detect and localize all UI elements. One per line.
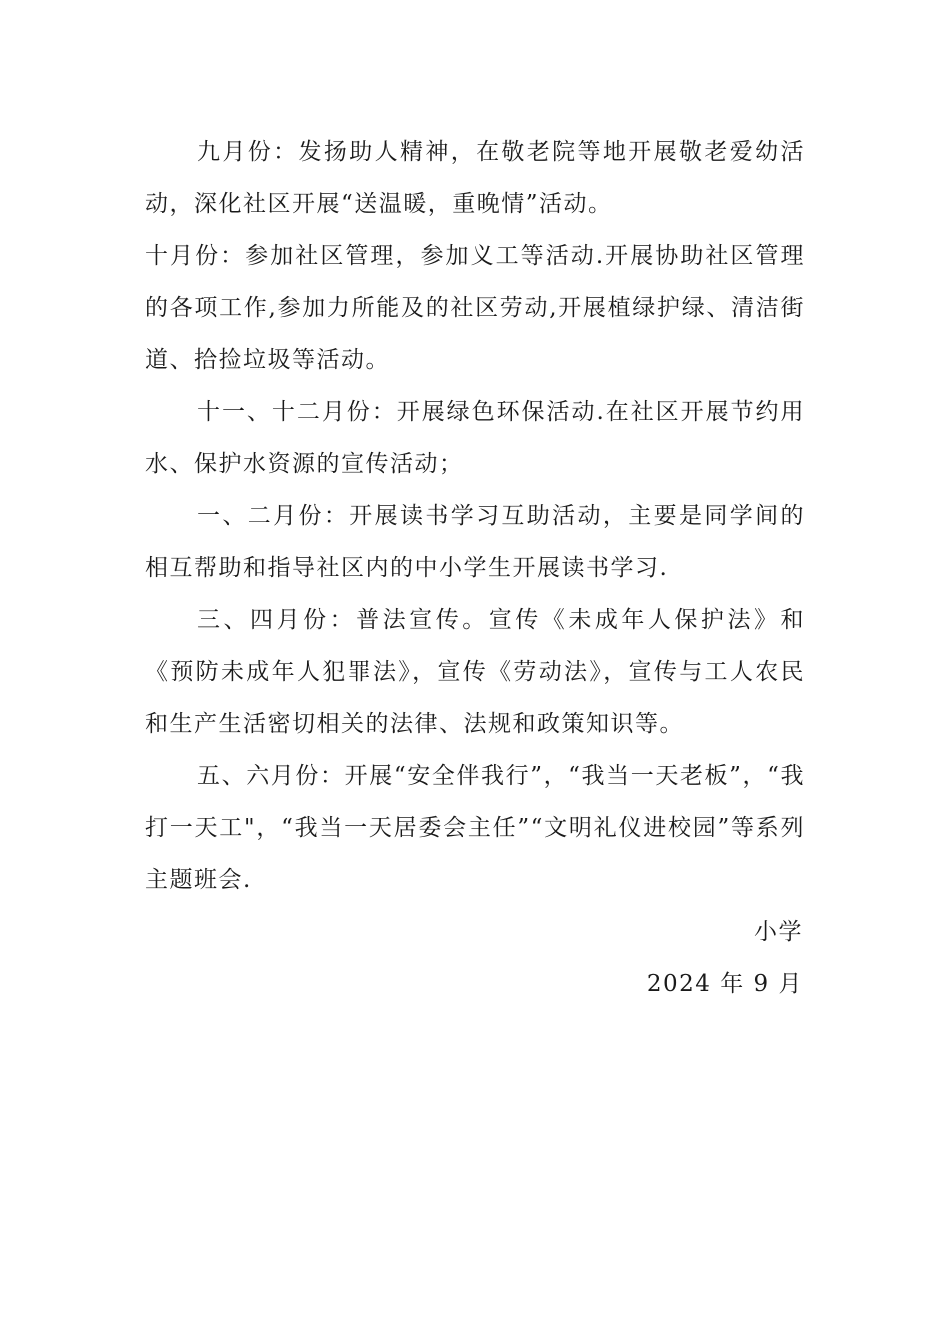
- paragraph-may-june: 五、六月份：开展“安全伴我行”，“我当一天老板”，“我打一天工"，“我当一天居委会主任”“文明礼仪进校园”等系列主题班会.: [145, 763, 805, 893]
- paragraph-november-december: 十一、十二月份：开展绿色环保活动.在社区开展节约用水、保护水资源的宣传活动；: [145, 399, 805, 477]
- paragraph-january-february: 一、二月份：开展读书学习互助活动，主要是同学间的相互帮助和指导社区内的中小学生开展读书学习.: [145, 503, 805, 581]
- signature-date: 2024 年 9 月: [646, 971, 803, 997]
- paragraph-march-april: 三、四月份：普法宣传。宣传《未成年人保护法》和《预防未成年人犯罪法》，宣传《劳动法》，宣传与工人农民和生产生活密切相关的法律、法规和政策知识等。: [145, 607, 805, 737]
- paragraph-september: 九月份：发扬助人精神，在敬老院等地开展敬老爱幼活动，深化社区开展“送温暖，重晚情”活动。: [145, 139, 805, 217]
- document-body: [145, 126, 805, 1010]
- paragraph-october: 十月份：参加社区管理，参加义工等活动.开展协助社区管理的各项工作,参加力所能及的社区劳动,开展植绿护绿、清洁街道、拾捡垃圾等活动。: [145, 243, 805, 373]
- signature-organization: 小学: [754, 919, 803, 945]
